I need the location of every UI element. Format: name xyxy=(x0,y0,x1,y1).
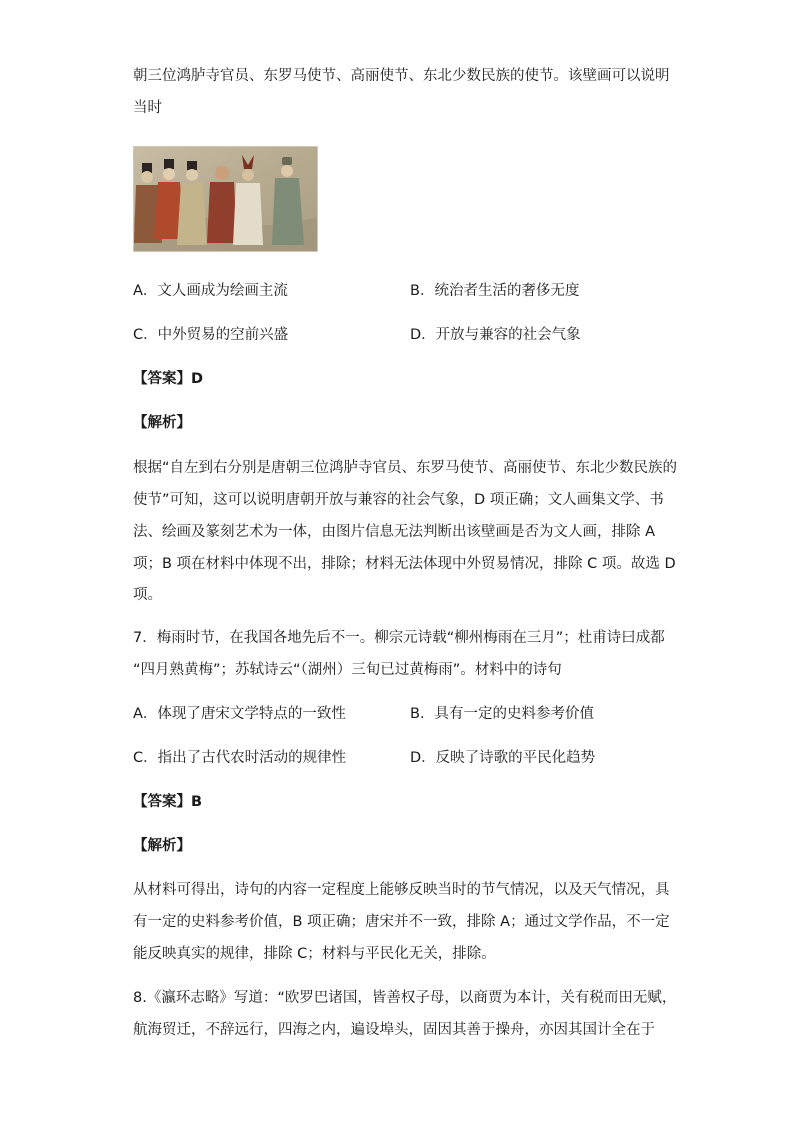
q7-answer: 【答案】B xyxy=(133,794,203,810)
q6-analysis-line-2: 使节”可知，这可以说明唐朝开放与兼容的社会气象，D 项正确；文人画集文学、书 xyxy=(133,492,664,508)
q6-option-d: D．开放与兼容的社会气象 xyxy=(410,327,581,343)
q6-option-c: C．中外贸易的空前兴盛 xyxy=(133,327,289,343)
q7-analysis-heading: 【解析】 xyxy=(133,838,191,854)
q8-stem-line-2: 航海贸迁，不辞远行，四海之内，遍设埠头，固因其善于操舟，亦因其国计全在于 xyxy=(133,1022,655,1038)
q6-answer: 【答案】D xyxy=(133,371,204,387)
q7-analysis-line-3: 能反映真实的规律，排除 C；材料与平民化无关，排除。 xyxy=(133,946,496,962)
q7-option-b: B．具有一定的史料参考价值 xyxy=(410,706,594,722)
q6-option-b: B．统治者生活的奢侈无度 xyxy=(410,283,580,299)
q6-analysis-line-5: 项。 xyxy=(133,587,162,603)
q7-analysis-line-1: 从材料可得出，诗句的内容一定程度上能够反映当时的节气情况，以及天气情况，具 xyxy=(133,882,670,898)
q6-stem-line-2: 当时 xyxy=(133,100,162,116)
q7-stem-line-2: “四月熟黄梅”；苏轼诗云“（湖州）三旬已过黄梅雨”。材料中的诗句 xyxy=(133,662,562,678)
q6-stem-line-1: 朝三位鸿胪寺官员、东罗马使节、高丽使节、东北少数民族的使节。该壁画可以说明 xyxy=(133,68,670,84)
q8-stem-line-1: 8.《瀛环志略》写道：“欧罗巴诸国，皆善权子母，以商贾为本计，关有税而田无赋， xyxy=(133,990,677,1006)
q6-option-a: A．文人画成为绘画主流 xyxy=(133,283,288,299)
q7-option-c: C．指出了古代农时活动的规律性 xyxy=(133,750,347,766)
q6-analysis-heading: 【解析】 xyxy=(133,415,191,431)
q7-analysis-line-2: 有一定的史料参考价值，B 项正确；唐宋并不一致，排除 A；通过文学作品，不一定 xyxy=(133,914,670,930)
mural-illustration xyxy=(134,147,317,251)
tang-mural-image xyxy=(133,146,318,252)
q7-stem-line-1: 7．梅雨时节，在我国各地先后不一。柳宗元诗载“柳州梅雨在三月”；杜甫诗曰成都 xyxy=(133,630,665,646)
q6-analysis-line-3: 法、绘画及篆刻艺术为一体，由图片信息无法判断出该壁画是否为文人画，排除 A xyxy=(133,524,656,540)
q7-option-d: D．反映了诗歌的平民化趋势 xyxy=(410,750,596,766)
q7-option-a: A．体现了唐宋文学特点的一致性 xyxy=(133,706,346,722)
q6-analysis-line-1: 根据“自左到右分别是唐朝三位鸿胪寺官员、东罗马使节、高丽使节、东北少数民族的 xyxy=(133,460,678,476)
q6-analysis-line-4: 项；B 项在材料中体现不出，排除；材料无法体现中外贸易情况，排除 C 项。故选 D xyxy=(133,556,676,572)
